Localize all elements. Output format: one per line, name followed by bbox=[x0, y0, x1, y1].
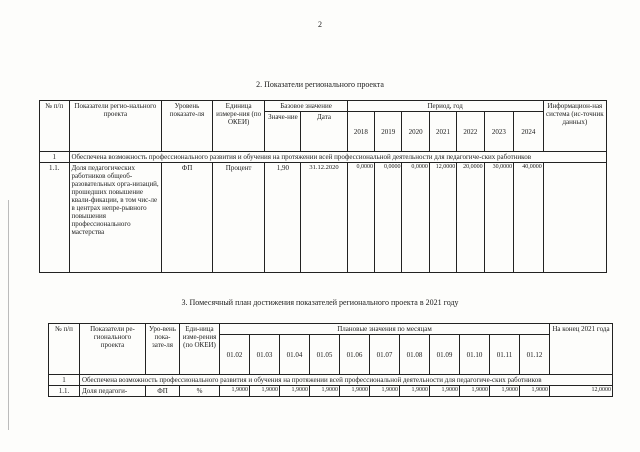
t1-header-num: № п/п bbox=[40, 101, 70, 152]
t1-header-level: Уровень показате-ля bbox=[162, 101, 213, 152]
t2-header-indicator: Показатели ре-гионального проекта bbox=[80, 324, 146, 375]
t1-header-period: Период, год bbox=[347, 101, 543, 112]
t2-row-value: 1,9000 bbox=[220, 386, 250, 397]
t1-header-info: Информацион-ная система (ис-точник данных) bbox=[543, 101, 606, 152]
t2-header-num: № п/п bbox=[49, 324, 80, 375]
t1-group-num: 1 bbox=[40, 152, 70, 163]
t2-row-num: 1.1. bbox=[49, 386, 80, 397]
t2-month: 01.02 bbox=[220, 335, 250, 375]
t2-row-value: 1,9000 bbox=[370, 386, 400, 397]
t1-year: 2023 bbox=[484, 112, 514, 152]
t1-header-indicator: Показатели регио-нального проекта bbox=[69, 101, 162, 152]
t2-row-value: 1,9000 bbox=[400, 386, 430, 397]
t1-row-value: 0,0000 bbox=[375, 163, 402, 273]
t2-month: 01.12 bbox=[520, 335, 550, 375]
section-3-title: 3. Помесячный план достижения показателей регионального проекта в 2021 году bbox=[181, 298, 459, 307]
t1-row-value: 12,0000 bbox=[429, 163, 456, 273]
t1-header-base: Базовое значение bbox=[265, 101, 347, 112]
t2-row-value: 1,9000 bbox=[460, 386, 490, 397]
t2-header-end: На конец 2021 года bbox=[550, 324, 613, 375]
t2-row-indicator: Доля педагоги- bbox=[80, 386, 146, 397]
t1-group-text: Обеспечена возможность профессионального развития и обучения на протяжении всей профессиональной деятельности для педагогиче-ских работников bbox=[69, 152, 607, 163]
t1-year: 2021 bbox=[429, 112, 456, 152]
t1-header-unit: Единица измере-ния (по ОКЕИ) bbox=[212, 101, 265, 152]
section-2-title: 2. Показатели регионального проекта bbox=[256, 80, 384, 89]
t2-month: 01.11 bbox=[490, 335, 520, 375]
monthly-plan-table bbox=[48, 323, 613, 397]
t1-header-base-value: Значе-ние bbox=[265, 112, 301, 152]
t2-row-value: 1,9000 bbox=[430, 386, 460, 397]
t1-row-value: 40,0000 bbox=[514, 163, 544, 273]
t2-month: 01.10 bbox=[460, 335, 490, 375]
page-number: 2 bbox=[318, 20, 322, 29]
t2-month: 01.03 bbox=[250, 335, 280, 375]
t1-row-level: ФП bbox=[162, 163, 213, 273]
t2-header-unit: Еди-ница изме-рения (по ОКЕИ) bbox=[180, 324, 220, 375]
t2-row-value: 1,9000 bbox=[280, 386, 310, 397]
t2-month: 01.08 bbox=[400, 335, 430, 375]
t1-row-num: 1.1. bbox=[40, 163, 70, 273]
t2-row-end-value: 12,0000 bbox=[550, 386, 613, 397]
t1-row-info bbox=[543, 163, 606, 273]
t1-row-value: 20,0000 bbox=[457, 163, 484, 273]
t1-row-value: 0,0000 bbox=[402, 163, 429, 273]
indicators-table bbox=[39, 100, 607, 273]
t2-month: 01.09 bbox=[430, 335, 460, 375]
table-row bbox=[49, 386, 613, 397]
t2-row-value: 1,9000 bbox=[340, 386, 370, 397]
t2-header-plan: Плановые значения по месяцам bbox=[220, 324, 550, 335]
t2-row-value: 1,9000 bbox=[520, 386, 550, 397]
table-row bbox=[40, 163, 607, 273]
t1-header-base-date: Дата bbox=[301, 112, 347, 152]
t1-row-base-date: 31.12.2020 bbox=[301, 163, 347, 273]
t2-month: 01.06 bbox=[340, 335, 370, 375]
t2-row-value: 1,9000 bbox=[250, 386, 280, 397]
t2-month: 01.04 bbox=[280, 335, 310, 375]
t2-row-value: 1,9000 bbox=[310, 386, 340, 397]
t2-month: 01.05 bbox=[310, 335, 340, 375]
t1-year: 2019 bbox=[375, 112, 402, 152]
t1-row-value: 0,0000 bbox=[347, 163, 374, 273]
t1-row-indicator: Доля педагогических работников общеоб-разовательных орга-низаций, прошедших повышение квали-фикации, в том чис-ле в центрах непре-рывного повышения профессионального мастерства bbox=[69, 163, 162, 273]
t2-header-level: Уро-вень пока-зате-ля bbox=[146, 324, 180, 375]
t2-row-unit: % bbox=[180, 386, 220, 397]
t1-row-unit: Процент bbox=[212, 163, 265, 273]
t2-group-text: Обеспечена возможность профессионального развития и обучения на протяжении всей профессиональной деятельности для педагогиче-ских работников bbox=[80, 375, 613, 386]
t1-year: 2018 bbox=[347, 112, 374, 152]
t1-year: 2020 bbox=[402, 112, 429, 152]
t1-row-value: 30,0000 bbox=[484, 163, 514, 273]
t2-row-level: ФП bbox=[146, 386, 180, 397]
t2-row-value: 1,9000 bbox=[490, 386, 520, 397]
t2-group-num: 1 bbox=[49, 375, 80, 386]
t1-row-base-value: 1,90 bbox=[265, 163, 301, 273]
t1-year: 2022 bbox=[457, 112, 484, 152]
t1-year: 2024 bbox=[514, 112, 544, 152]
t2-month: 01.07 bbox=[370, 335, 400, 375]
scan-edge-line bbox=[8, 200, 9, 430]
